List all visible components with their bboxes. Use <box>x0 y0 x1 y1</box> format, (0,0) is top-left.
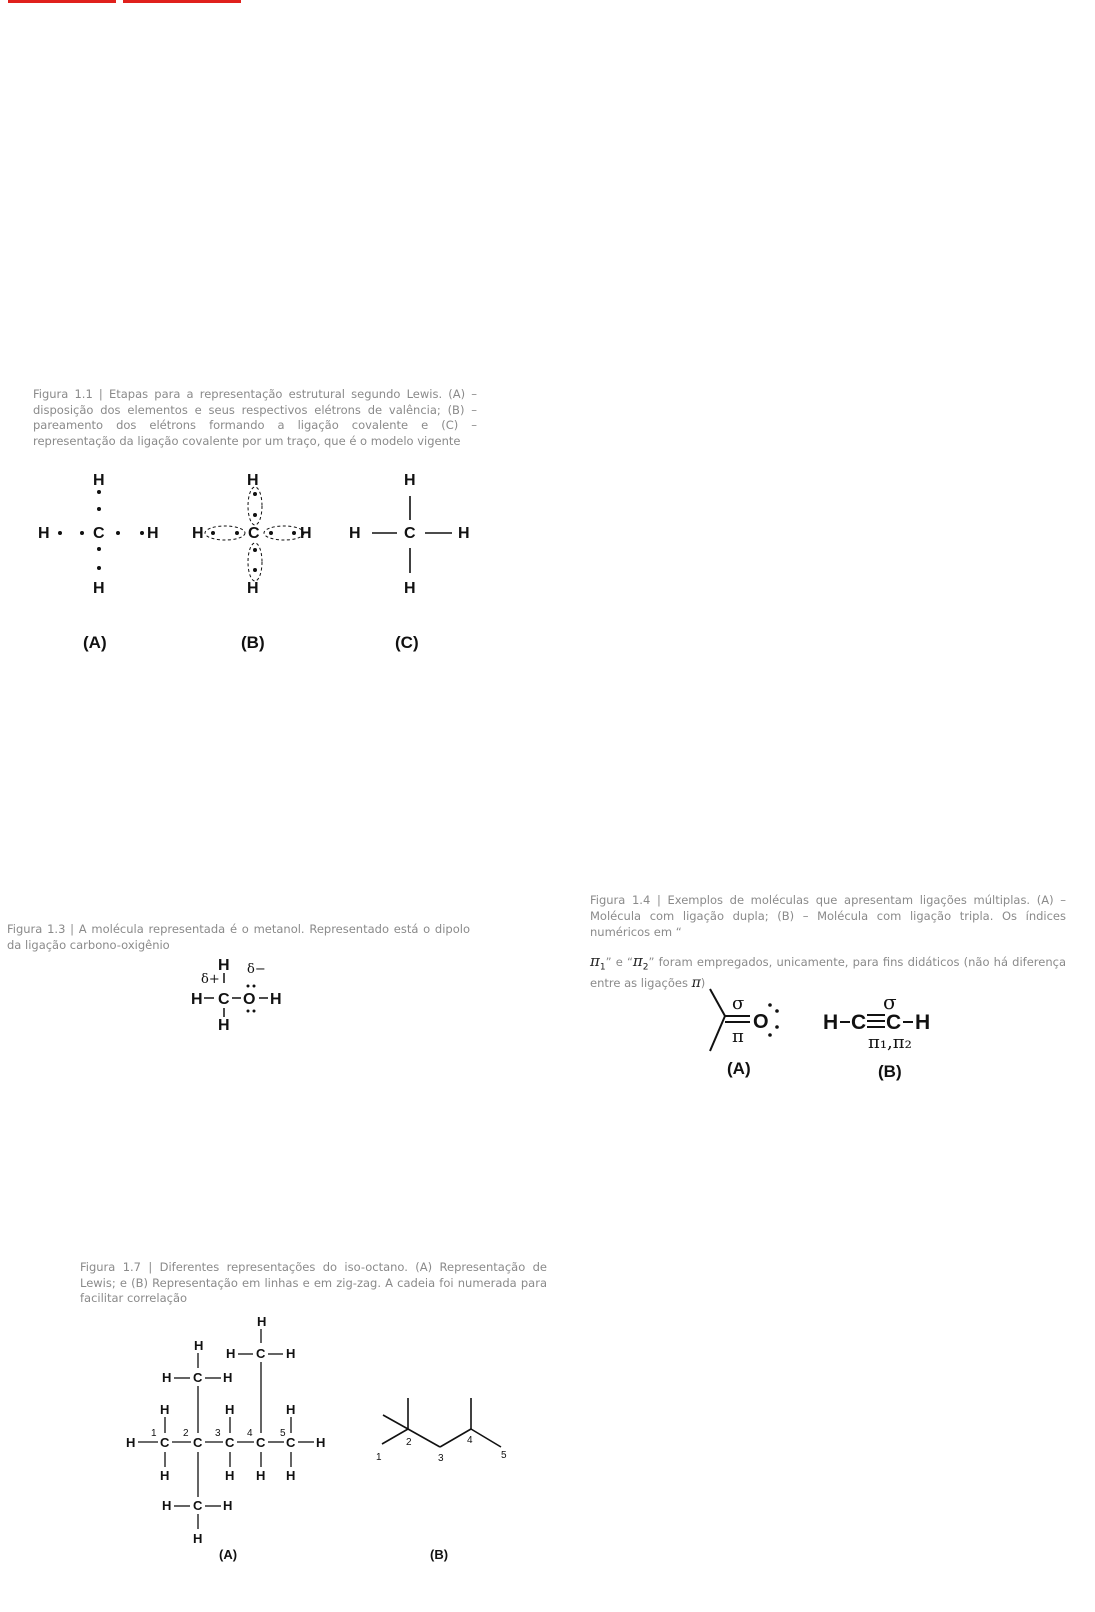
figure-1-1-lewis-methane <box>30 462 490 662</box>
svg-text:H: H <box>316 1435 326 1450</box>
figure-1-3-methanol <box>185 952 295 1032</box>
label-a: (A) <box>219 1547 238 1562</box>
svg-text:H: H <box>160 1402 170 1417</box>
svg-text:3: 3 <box>438 1453 444 1464</box>
svg-text:σ: σ <box>732 993 745 1014</box>
svg-text:H: H <box>162 1498 172 1513</box>
svg-text:H: H <box>38 525 50 542</box>
label-a: (A) <box>83 633 107 652</box>
svg-text:C: C <box>256 1346 266 1361</box>
header-bar-left <box>8 0 116 3</box>
delta-plus: δ+ <box>201 972 220 987</box>
svg-text:C: C <box>193 1498 203 1513</box>
svg-text:H: H <box>404 472 416 489</box>
svg-text:H: H <box>226 1346 236 1361</box>
header-bar-right <box>123 0 241 3</box>
svg-text:H: H <box>191 991 203 1008</box>
svg-text:1: 1 <box>376 1452 382 1463</box>
figure-1-1-caption: Figura 1.1 | Etapas para a representação estrutural segundo Lewis. (A) – disposição dos elementos e seus respectivos elétrons de valência; (B) – pareamento dos elétrons formando a ligação covalente e (C) – representação da ligação covalente por um traço, que é o modelo vigente <box>33 387 477 448</box>
svg-text:5: 5 <box>280 1428 286 1439</box>
svg-text:5: 5 <box>501 1450 507 1461</box>
label-a: (A) <box>727 1059 751 1078</box>
svg-text:H: H <box>286 1402 296 1417</box>
svg-text:2: 2 <box>406 1437 412 1448</box>
svg-text:H: H <box>349 525 361 542</box>
svg-text:H: H <box>300 525 312 542</box>
svg-text:C: C <box>886 1011 902 1034</box>
svg-text:H: H <box>286 1346 296 1361</box>
svg-text:H: H <box>823 1011 839 1034</box>
alkyne-triple-bond <box>823 990 930 1081</box>
svg-text:H: H <box>223 1370 233 1385</box>
svg-text:2: 2 <box>183 1428 189 1439</box>
svg-text:C: C <box>851 1011 867 1034</box>
svg-text:H: H <box>286 1468 296 1483</box>
label-b: (B) <box>878 1062 902 1081</box>
svg-text:H: H <box>147 525 159 542</box>
figure-1-7-caption: Figura 1.7 | Diferentes representações do iso-octano. (A) Representação de Lewis; e (B) Representação em linhas e em zig-zag. A cadeia foi numerada para facilitar correlação <box>80 1260 547 1305</box>
svg-text:C: C <box>225 1435 235 1450</box>
svg-text:H: H <box>257 1314 267 1329</box>
svg-text:H: H <box>458 525 470 542</box>
svg-text:3: 3 <box>215 1428 221 1439</box>
svg-text:4: 4 <box>467 1435 473 1446</box>
figure-1-7-iso-octane <box>120 1310 540 1570</box>
carbonyl-double-bond <box>710 989 779 1078</box>
label-b: (B) <box>430 1547 449 1562</box>
svg-text:H: H <box>247 580 259 597</box>
svg-text:H: H <box>93 580 105 597</box>
svg-text:H: H <box>160 1468 170 1483</box>
svg-text:H: H <box>194 1338 204 1353</box>
svg-text:C: C <box>218 991 230 1008</box>
svg-text:1: 1 <box>151 1428 157 1439</box>
svg-text:C: C <box>286 1435 296 1450</box>
svg-text:C: C <box>93 525 105 542</box>
iso-octane-lewis <box>126 1314 325 1562</box>
svg-text:H: H <box>256 1468 266 1483</box>
svg-text:H: H <box>162 1370 172 1385</box>
svg-text:O: O <box>243 991 256 1008</box>
lewis-methane-dots <box>38 472 159 652</box>
svg-text:C: C <box>193 1370 203 1385</box>
lewis-methane-lines <box>349 472 470 652</box>
iso-octane-skeletal <box>376 1398 507 1562</box>
delta-minus: δ− <box>247 962 266 977</box>
svg-text:H: H <box>225 1402 235 1417</box>
svg-text:π: π <box>732 1026 744 1047</box>
svg-text:C: C <box>256 1435 266 1450</box>
svg-text:H: H <box>193 1531 203 1546</box>
svg-text:H: H <box>404 580 416 597</box>
svg-text:H: H <box>915 1011 931 1034</box>
figure-1-4-caption: Figura 1.4 | Exemplos de moléculas que apresentam ligações múltiplas. (A) – Molécula com ligação dupla; (B) – Molécula com ligação tripla. Os índices numéricos em “ $\pi_1$” e “$\pi_2$” foram empregados, unicamente, para fins didáticos (não há diferença entre as ligações π) <box>590 893 1066 992</box>
svg-text:H: H <box>126 1435 136 1450</box>
svg-text:H: H <box>93 472 105 489</box>
label-c: (C) <box>395 633 419 652</box>
svg-text:H: H <box>247 472 259 489</box>
figure-1-4-multiple-bonds <box>700 985 970 1085</box>
svg-text:H: H <box>218 957 230 974</box>
svg-text:C: C <box>193 1435 203 1450</box>
svg-text:C: C <box>404 525 416 542</box>
svg-text:C: C <box>248 525 260 542</box>
svg-text:H: H <box>218 1017 230 1034</box>
svg-text:σ: σ <box>883 990 897 1014</box>
svg-text:H: H <box>223 1498 233 1513</box>
svg-text:π₁,π₂: π₁,π₂ <box>868 1032 912 1053</box>
figure-1-3-caption: Figura 1.3 | A molécula representada é o metanol. Representado está o dipolo da ligação carbono-oxigênio <box>7 922 470 952</box>
svg-text:O: O <box>753 1011 769 1033</box>
svg-text:H: H <box>225 1468 235 1483</box>
svg-text:H: H <box>270 991 282 1008</box>
svg-text:H: H <box>192 525 204 542</box>
svg-text:4: 4 <box>247 1428 253 1439</box>
svg-text:C: C <box>160 1435 170 1450</box>
lewis-methane-pairs <box>192 472 312 652</box>
label-b: (B) <box>241 633 265 652</box>
